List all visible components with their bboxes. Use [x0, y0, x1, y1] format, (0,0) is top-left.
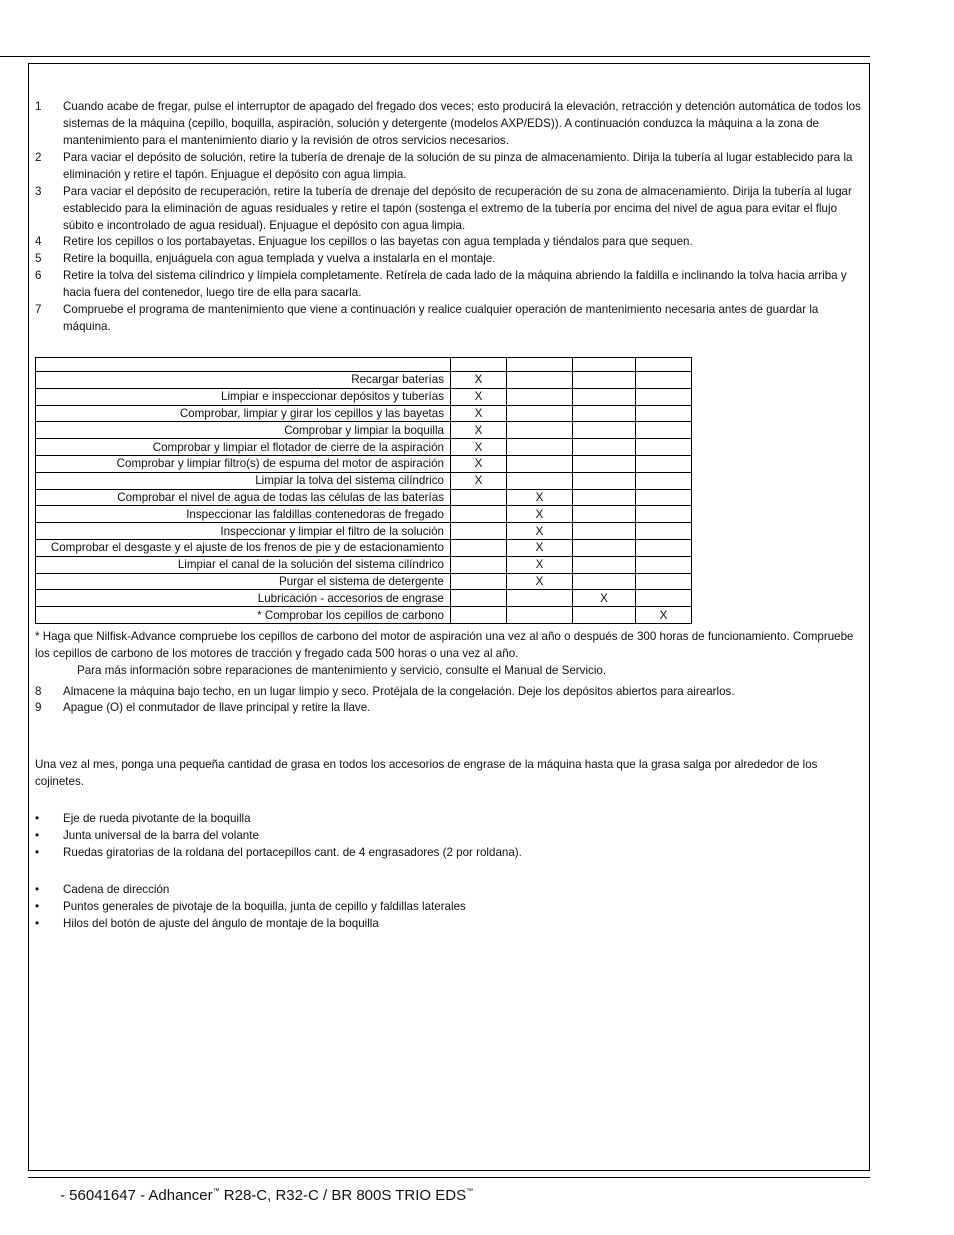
step-number: 7 — [35, 303, 42, 316]
bullet-icon: • — [35, 829, 40, 842]
table-header-cell — [636, 358, 692, 372]
interval-mark-cell — [573, 523, 636, 540]
interval-mark-cell: X — [636, 607, 692, 624]
interval-mark-cell — [636, 422, 692, 439]
maintenance-schedule-table — [35, 357, 692, 624]
interval-mark-cell — [636, 523, 692, 540]
table-row — [36, 573, 692, 590]
interval-mark-cell: X — [507, 523, 573, 540]
interval-mark-cell — [636, 506, 692, 523]
task-cell: Limpiar la tolva del sistema cilíndrico — [36, 472, 451, 489]
lubrication-intro: Una vez al mes, ponga una pequeña cantidad de grasa en todos los accesorios de engrase de la máquina hasta que la grasa salga por alrededor de los cojinetes. — [35, 758, 818, 788]
list-item — [35, 881, 865, 898]
page-footer — [60, 1187, 473, 1204]
step-text: Cuando acabe de fregar, pulse el interruptor de apagado del fregado dos veces; esto producirá la elevación, retracción y detención automática de todos los sistemas de la máquina (cepillo, boquilla, aspiración, solución y detergente (modelos AXP/EDS)). A continuación conduzca la máquina a la zona de mantenimiento para el mantenimiento diario y la revisión de otros servicios necesarios. — [63, 100, 861, 147]
list-item-text: Cadena de dirección — [63, 883, 170, 896]
trademark-mark: ™ — [212, 1188, 220, 1195]
list-item — [35, 898, 865, 915]
interval-mark-cell — [451, 590, 507, 607]
interval-mark-cell — [451, 506, 507, 523]
task-cell: Inspeccionar y limpiar el filtro de la solución — [36, 523, 451, 540]
table-row — [36, 539, 692, 556]
task-cell: Lubricación - accesorios de engrase — [36, 590, 451, 607]
task-cell: Comprobar y limpiar la boquilla — [36, 422, 451, 439]
interval-mark-cell: X — [451, 388, 507, 405]
table-header-cell — [451, 358, 507, 372]
table-row — [36, 607, 692, 624]
table-row — [36, 422, 692, 439]
step-text: Almacene la máquina bajo techo, en un lugar limpio y seco. Protéjala de la congelación. Deje los depósitos abiertos para airearlos. — [63, 685, 735, 698]
bottom-rule — [28, 1177, 870, 1178]
step-2 — [35, 149, 865, 183]
interval-mark-cell: X — [451, 422, 507, 439]
table-row — [36, 455, 692, 472]
interval-mark-cell: X — [451, 405, 507, 422]
interval-mark-cell: X — [507, 506, 573, 523]
step-text: Apague (O) el conmutador de llave principal y retire la llave. — [63, 701, 371, 714]
interval-mark-cell — [451, 607, 507, 624]
interval-mark-cell — [573, 489, 636, 506]
interval-mark-cell — [636, 439, 692, 456]
task-cell: Comprobar el nivel de agua de todas las células de las baterías — [36, 489, 451, 506]
trademark-mark: ™ — [466, 1188, 474, 1195]
interval-mark-cell — [636, 590, 692, 607]
interval-mark-cell — [507, 372, 573, 389]
interval-mark-cell: X — [451, 372, 507, 389]
interval-mark-cell — [636, 573, 692, 590]
table-header-cell — [36, 358, 451, 372]
bullet-icon: • — [35, 846, 40, 859]
interval-mark-cell: X — [507, 489, 573, 506]
step-7 — [35, 301, 865, 335]
interval-mark-cell — [573, 455, 636, 472]
interval-mark-cell: X — [507, 539, 573, 556]
step-number: 2 — [35, 151, 42, 164]
service-manual-note: Para más información sobre reparaciones de mantenimiento y servicio, consulte el Manual de Servicio. — [77, 664, 607, 677]
interval-mark-cell: X — [507, 573, 573, 590]
list-item — [35, 827, 865, 844]
list-item-text: Ruedas giratorias de la roldana del portacepillos cant. de 4 engrasadores (2 por roldana). — [63, 846, 522, 859]
interval-mark-cell — [573, 472, 636, 489]
list-item-text: Hilos del botón de ajuste del ángulo de montaje de la boquilla — [63, 917, 379, 930]
task-cell: * Comprobar los cepillos de carbono — [36, 607, 451, 624]
interval-mark-cell — [573, 573, 636, 590]
step-text: Retire la boquilla, enjuáguela con agua templada y vuelva a instalarla en el montaje. — [63, 252, 496, 265]
list-item-text: Eje de rueda pivotante de la boquilla — [63, 812, 251, 825]
step-number: 1 — [35, 100, 42, 113]
task-cell: Recargar baterías — [36, 372, 451, 389]
interval-mark-cell: X — [451, 472, 507, 489]
task-cell: Inspeccionar las faldillas contenedoras de fregado — [36, 506, 451, 523]
interval-mark-cell — [573, 405, 636, 422]
interval-mark-cell: X — [573, 590, 636, 607]
interval-mark-cell — [507, 590, 573, 607]
interval-mark-cell — [507, 388, 573, 405]
bullet-icon: • — [35, 900, 40, 913]
interval-mark-cell — [636, 539, 692, 556]
step-number: 6 — [35, 269, 42, 282]
step-number: 5 — [35, 252, 42, 265]
interval-mark-cell — [451, 573, 507, 590]
task-cell: Comprobar y limpiar el flotador de cierre de la aspiración — [36, 439, 451, 456]
interval-mark-cell — [451, 556, 507, 573]
footer-doc-number: - 56041647 - Adhancer — [60, 1187, 213, 1204]
step-6 — [35, 267, 865, 301]
step-text: Retire los cepillos o los portabayetas. Enjuague los cepillos o las bayetas con agua templada y tiéndalos para que sequen. — [63, 235, 693, 248]
interval-mark-cell — [636, 472, 692, 489]
step-1 — [35, 98, 865, 149]
task-cell: Comprobar el desgaste y el ajuste de los frenos de pie y de estacionamiento — [36, 539, 451, 556]
task-cell: Purgar el sistema de detergente — [36, 573, 451, 590]
interval-mark-cell: X — [451, 439, 507, 456]
interval-mark-cell — [507, 607, 573, 624]
interval-mark-cell — [573, 372, 636, 389]
interval-mark-cell — [573, 422, 636, 439]
list-item — [35, 915, 865, 932]
interval-mark-cell — [573, 539, 636, 556]
interval-mark-cell — [507, 405, 573, 422]
interval-mark-cell — [573, 506, 636, 523]
interval-mark-cell — [573, 556, 636, 573]
footer-models: R28-C, R32-C / BR 800S TRIO EDS — [219, 1187, 467, 1204]
interval-mark-cell — [636, 405, 692, 422]
interval-mark-cell — [507, 422, 573, 439]
interval-mark-cell — [573, 388, 636, 405]
table-row — [36, 439, 692, 456]
interval-mark-cell — [636, 489, 692, 506]
table-row — [36, 388, 692, 405]
list-item — [35, 844, 865, 861]
step-text: Para vaciar el depósito de solución, retire la tubería de drenaje de la solución de su pinza de almacenamiento. Dirija la tubería al lugar establecido para la eliminación y retire el tapón. Enjuague el depósito con agua limpia. — [63, 151, 853, 181]
table-row — [36, 590, 692, 607]
table-row — [36, 489, 692, 506]
task-cell: Comprobar, limpiar y girar los cepillos y las bayetas — [36, 405, 451, 422]
table-row — [36, 523, 692, 540]
interval-mark-cell — [636, 372, 692, 389]
step-text: Compruebe el programa de mantenimiento que viene a continuación y realice cualquier operación de mantenimiento necesaria antes de guardar la máquina. — [63, 303, 819, 333]
step-number: 4 — [35, 235, 42, 248]
step-number: 9 — [35, 701, 42, 714]
interval-mark-cell — [451, 489, 507, 506]
interval-mark-cell — [636, 556, 692, 573]
bullet-icon: • — [35, 883, 40, 896]
table-row — [36, 506, 692, 523]
interval-mark-cell — [507, 455, 573, 472]
interval-mark-cell — [636, 455, 692, 472]
table-row — [36, 556, 692, 573]
step-3 — [35, 183, 865, 234]
step-9 — [35, 699, 865, 716]
interval-mark-cell: X — [451, 455, 507, 472]
table-header-row — [36, 358, 692, 372]
step-text: Retire la tolva del sistema cilíndrico y límpiela completamente. Retírela de cada lado de la máquina abriendo la faldilla e inclinando la tolva hacia arriba y hacia fuera del contenedor, luego tire de ella para sacarla. — [63, 269, 847, 299]
table-header-cell — [507, 358, 573, 372]
interval-mark-cell — [573, 439, 636, 456]
task-cell: Comprobar y limpiar filtro(s) de espuma del motor de aspiración — [36, 455, 451, 472]
list-item-text: Junta universal de la barra del volante — [63, 829, 259, 842]
top-rule — [0, 56, 870, 57]
bullet-icon: • — [35, 812, 40, 825]
table-row — [36, 405, 692, 422]
step-number: 3 — [35, 185, 42, 198]
bullet-icon: • — [35, 917, 40, 930]
interval-mark-cell — [507, 439, 573, 456]
step-number: 8 — [35, 685, 42, 698]
interval-mark-cell: X — [507, 556, 573, 573]
interval-mark-cell — [636, 388, 692, 405]
list-item — [35, 810, 865, 827]
task-cell: Limpiar el canal de la solución del sistema cilíndrico — [36, 556, 451, 573]
task-cell: Limpiar e inspeccionar depósitos y tuberías — [36, 388, 451, 405]
step-text: Para vaciar el depósito de recuperación, retire la tubería de drenaje del depósito de recuperación de su zona de almacenamiento. Dirija la tubería al lugar establecido para la eliminación de aguas residuales y retire el tapón (sostenga el extremo de la tubería por encima del nivel de agua para evitar el flujo súbito e incontrolado de agua residual). Enjuague el depósito con agua limpia. — [63, 185, 852, 232]
step-8 — [35, 683, 865, 700]
table-row — [36, 472, 692, 489]
interval-mark-cell — [451, 523, 507, 540]
interval-mark-cell — [507, 472, 573, 489]
list-item-text: Puntos generales de pivotaje de la boquilla, junta de cepillo y faldillas laterales — [63, 900, 466, 913]
interval-mark-cell — [451, 539, 507, 556]
interval-mark-cell — [573, 607, 636, 624]
carbon-brush-footnote: * Haga que Nilfisk-Advance compruebe los cepillos de carbono del motor de aspiración una vez al año o después de 300 horas de funcionamiento. Compruebe los cepillos de carbono de los motores de tracción y fregado cada 500 horas o una vez al año. — [35, 630, 854, 660]
step-4 — [35, 233, 865, 250]
table-header-cell — [573, 358, 636, 372]
step-5 — [35, 250, 865, 267]
table-row — [36, 372, 692, 389]
